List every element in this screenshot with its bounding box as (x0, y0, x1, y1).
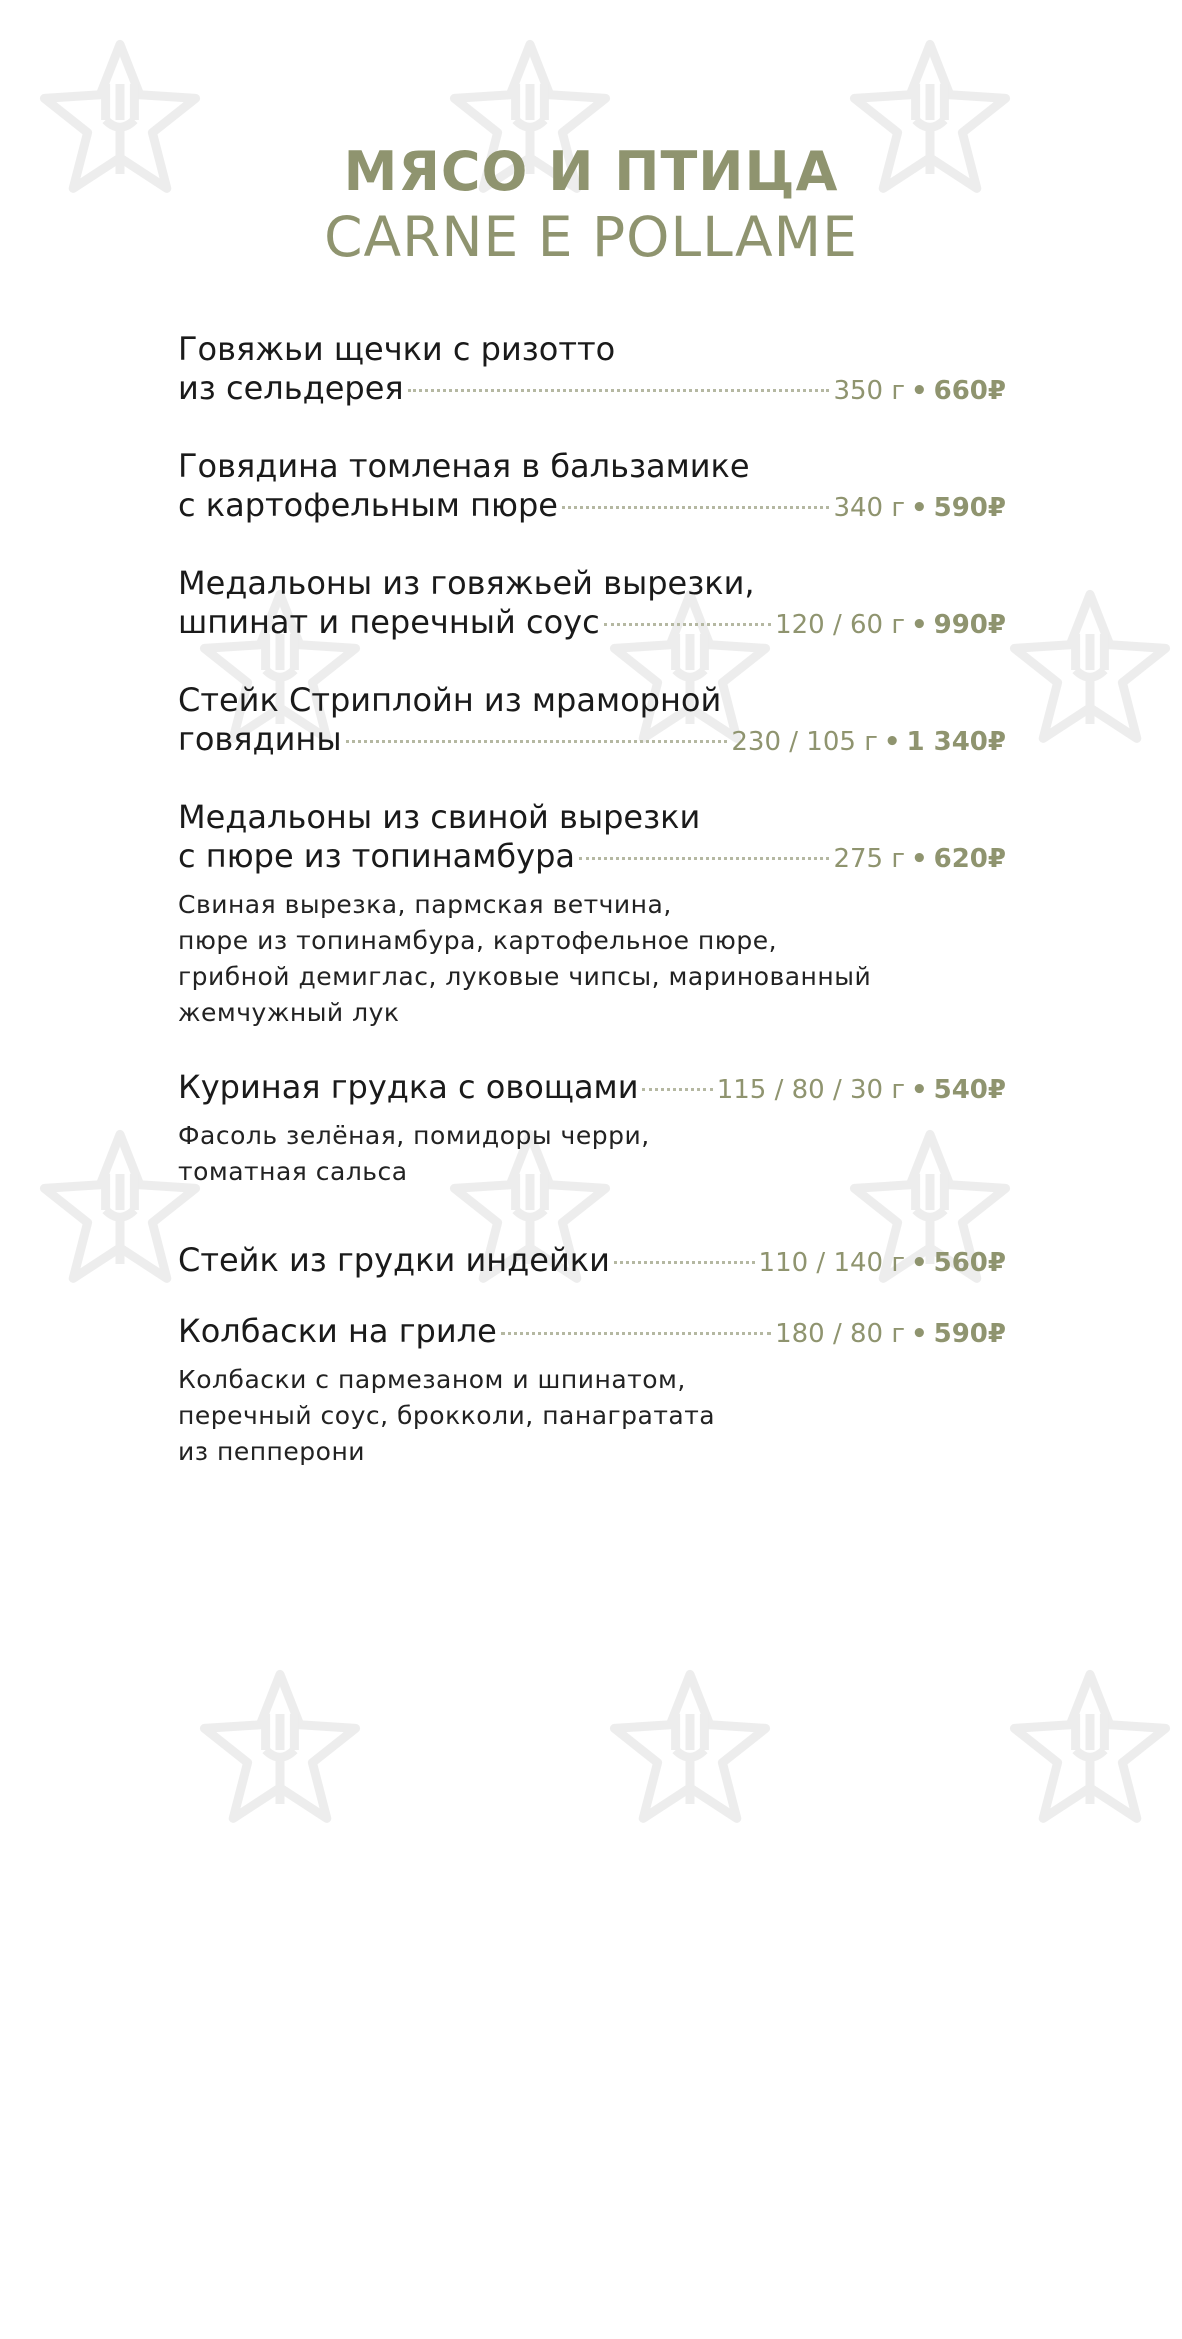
description-line: жемчужный лук (178, 998, 400, 1027)
dish-price: 540₽ (933, 1075, 1006, 1105)
menu-item (178, 330, 1006, 411)
dotted-leader (614, 1261, 755, 1264)
separator-dot: • (883, 727, 901, 757)
separator-dot: • (911, 1319, 928, 1349)
dish-name-line2: говядины (178, 720, 342, 758)
dish-weight: 180 / 80 г (775, 1319, 905, 1349)
dish-price: 590₽ (933, 1319, 1006, 1349)
description-line: Фасоль зелёная, помидоры черри, (178, 1121, 650, 1150)
dish-weight: 110 / 140 г (758, 1248, 905, 1278)
separator-dot: • (911, 1248, 928, 1278)
dish-price: 1 340₽ (906, 727, 1006, 757)
section-title-italian: CARNE E POLLAME (324, 205, 858, 269)
dish-name-line2: с картофельным пюре (178, 486, 558, 524)
dotted-leader (562, 506, 829, 509)
menu-item (178, 1240, 1006, 1283)
description-line: грибной демиглас, луковые чипсы, маринованный (178, 962, 872, 991)
dotted-leader (604, 623, 771, 626)
dish-price: 620₽ (933, 844, 1006, 874)
separator-dot: • (911, 493, 928, 523)
dish-weight: 340 г (833, 493, 905, 523)
dish-name-line2: из сельдерея (178, 369, 404, 407)
dish-name-line2: шпинат и перечный соус (178, 603, 600, 641)
menu-item (178, 798, 1006, 1031)
watermark-logo-icon (1000, 580, 1180, 760)
dish-name-line1: Говяжьи щечки с ризотто (178, 330, 616, 368)
dish-description (178, 1362, 1006, 1470)
dish-weight: 120 / 60 г (775, 610, 905, 640)
dish-weight: 115 / 80 / 30 г (716, 1075, 905, 1105)
dotted-leader (408, 389, 830, 392)
description-line: пюре из топинамбура, картофельное пюре, (178, 926, 778, 955)
dish-price: 660₽ (933, 376, 1006, 406)
section-title-russian: МЯСО И ПТИЦА (343, 140, 839, 203)
dish-name: Колбаски на гриле (178, 1312, 497, 1350)
dish-name: Стейк из грудки индейки (178, 1241, 610, 1279)
description-line: Колбаски с пармезаном и шпинатом, (178, 1365, 686, 1394)
description-line: из пепперони (178, 1437, 366, 1466)
dotted-leader (642, 1088, 712, 1091)
dotted-leader (501, 1332, 771, 1335)
description-line: томатная сальса (178, 1157, 408, 1186)
dish-description (178, 887, 1006, 1031)
watermark-logo-icon (600, 1660, 780, 1840)
dish-price: 560₽ (933, 1248, 1006, 1278)
description-line: Свиная вырезка, пармская ветчина, (178, 890, 672, 919)
dish-name-line1: Медальоны из говяжьей вырезки, (178, 564, 755, 602)
dotted-leader (346, 740, 728, 743)
separator-dot: • (911, 1075, 928, 1105)
dish-weight: 350 г (833, 376, 905, 406)
dish-price: 590₽ (933, 493, 1006, 523)
dish-description (178, 1118, 1006, 1190)
dish-name-line1: Медальоны из свиной вырезки (178, 798, 701, 836)
dish-name-line1: Стейк Стриплойн из мраморной (178, 681, 722, 719)
menu-item (178, 1311, 1006, 1470)
dish-weight: 230 / 105 г (731, 727, 878, 757)
description-line: перечный соус, брокколи, панагратата (178, 1401, 716, 1430)
section-header (0, 140, 1182, 270)
dish-name-line1: Говядина томленая в бальзамике (178, 447, 750, 485)
menu-item (178, 1067, 1006, 1190)
menu-item (178, 564, 1006, 645)
watermark-logo-icon (190, 1660, 370, 1840)
menu-item (178, 447, 1006, 528)
dish-weight: 275 г (833, 844, 905, 874)
separator-dot: • (911, 844, 928, 874)
watermark-logo-icon (1000, 1660, 1180, 1840)
menu-item (178, 681, 1006, 762)
separator-dot: • (911, 376, 928, 406)
dish-price: 990₽ (933, 610, 1006, 640)
menu-list (178, 330, 1006, 1506)
dotted-leader (579, 857, 829, 860)
separator-dot: • (911, 610, 928, 640)
dish-name: Куриная грудка с овощами (178, 1068, 639, 1106)
dish-name-line2: с пюре из топинамбура (178, 837, 575, 875)
